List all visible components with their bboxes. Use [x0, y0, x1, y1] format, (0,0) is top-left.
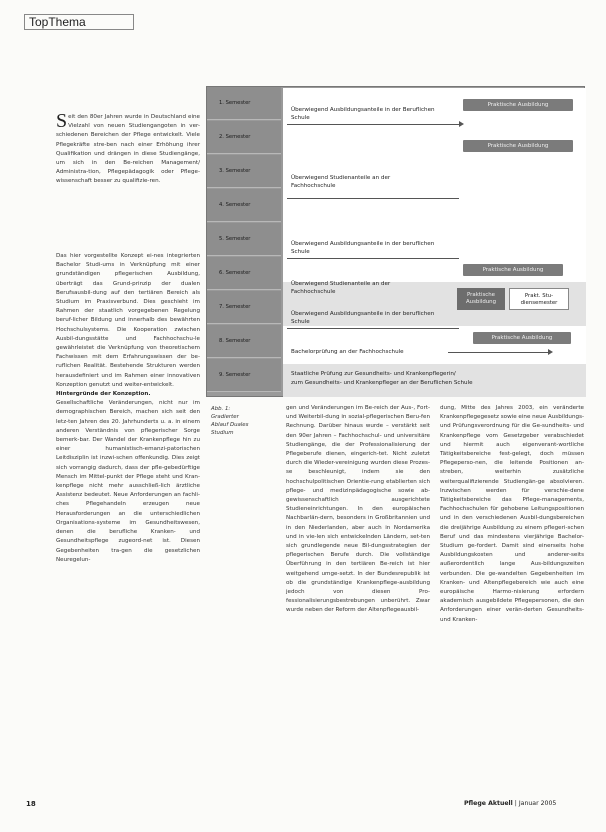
intro-text: eit den 80er Jahren wurde in Deutschland eine Vielzahl von neuen Studiengangoten in ver-schiedenen Bereichen der Pflege entwickelt. Viele Pflegekräfte stre-ben nach einer Erhöhung ihrer Qualifikation und drängen in diese Studiengänge, um sich in den Be-reichen Management/ Administra-tion, Pflegepädagogik oder Pflege-wissenschaft besser zu qualifizie-ren.: [56, 114, 200, 185]
timeline-line: [448, 352, 548, 353]
exam-text: Staatliche Prüfung zur Gesundheits- und Krankenpflegerin/: [291, 371, 456, 377]
diagram-panel: [283, 88, 586, 397]
semester-label: 9. Semester: [207, 359, 281, 392]
practical-semester-box: [509, 288, 569, 310]
practical-training-box: Praktische Ausbildung: [473, 332, 571, 344]
publication-footer: Pflege Aktuell | Januar 2005: [464, 800, 557, 807]
caption-line: Abb. 1:: [211, 406, 231, 412]
timeline-line: [287, 198, 459, 199]
split-label: Praktische: [467, 292, 495, 298]
intro-paragraph: [56, 110, 200, 187]
semester-label: 7. Semester: [207, 291, 281, 324]
arrow-icon: [548, 349, 553, 355]
row-text: Überwiegend Ausbildungsanteile in der Beruflichen Schule: [291, 107, 435, 121]
split-label: diensemester: [520, 300, 558, 306]
row-text: Überwiegend Ausbildungsanteile in der beruflichen Schule: [291, 311, 435, 325]
practical-training-box: Praktische Ausbildung: [463, 140, 573, 152]
article-column-1: [56, 252, 200, 565]
timeline-line: [287, 328, 459, 329]
semester-label: 3. Semester: [207, 155, 281, 188]
article-column-3: [440, 404, 584, 625]
practical-training-split-box: [457, 288, 505, 310]
column-1-paragraph: Das hier vorgestellte Konzept ei-nes integrierten Bachelor Studi-ums in Verknüpfung mit einer grundständigen pflegerischen Ausbildung, überträgt das Grund-prinzip der dualen Berufsausbil-dung auf den tertiären Bereich als Studium im Praxisverbund. Dies geschieht im Rahmen der staatlich vorgegebenen Regelung beruf-licher Bildung und innerhalb des bewährten Hochschulsystems. Die Kooperation zwischen Ausbil-dungsstätte und Fachhochschu-le gewährleistet die Verknüpfung von theoretischem Fachwissen mit dem Erfahrungswissen der be-ruflichen Realität. Bestehende Strukturen werden herausdefiniert und im Rahmen einer innovativen Konzeption genutzt und weiter-entwickelt.: [56, 253, 200, 388]
caption-line: Ablauf Duales: [211, 422, 249, 428]
exam-text: zum Gesundheits- und Krankenpfleger an der Beruflichen Schule: [291, 380, 473, 386]
semester-label: 2. Semester: [207, 121, 281, 154]
subheading-konzeption: Hintergründe der Konzeption.: [56, 391, 151, 398]
split-label: Prakt. Stu-: [524, 293, 554, 299]
semester-label: 5. Semester: [207, 223, 281, 256]
practical-training-box: Praktische Ausbildung: [463, 99, 573, 111]
arrow-icon: [459, 121, 464, 127]
drop-cap: S: [56, 110, 68, 132]
row-text: Überwiegend Studienanteile an der Fachhochschule: [291, 175, 391, 189]
practical-training-box: Praktische Ausbildung: [463, 264, 563, 276]
article-column-2: [286, 404, 430, 616]
caption-line: Studium: [211, 430, 234, 436]
timeline-line: [287, 258, 459, 259]
caption-line: Gradierter: [211, 414, 239, 420]
split-label: Ausbildung: [465, 299, 496, 305]
semester-label: 4. Semester: [207, 189, 281, 222]
row-text: Bachelorprüfung an der Fachhochschule: [291, 349, 404, 355]
study-schedule-diagram: [206, 86, 585, 397]
column-2-paragraph: gen und Veränderungen im Be-reich der Aus-, Fort- und Weiterbil-dung in sozial-pflegerischen Beru-fen Rechnung. Darüber hinaus wurde – verstärkt seit den 90er Jahren – Fachhochschul- und universitäre Studiengänge, die der Professionalisierung der Pflegeberufe dienen, eingerich-tet. Nicht zuletzt durch die Wieder-vereinigung wurden diese Prozes-se beschleunigt, indem sie den hochschulpolitischen Orientie-rung etablierten sich pflege- und medizinpädagogische sowie ab-gewissenschaftlich ausgerichtete Studieneinrichtungen. In den europäischen Nachbarlän-dern, besonders in Großbritannien und in den Niederlanden, aber auch in Nordamerika und in vie-len sich entwickelnden Ländern, set-ten sich grundlegende neue Bil-dungsstrategien der pflegerischen Berufe durch. Die vollständige Überführung in den tertiären Be-reich ist hier weitgehend umge-setzt. In der Bundesrepublik ist ob die grundständige Krankenpflege-ausbildung jedoch von diesen Pro-fessionalisierungsbestrebungen unberührt. Zwar wurde neben der Reform der Altenpflegeausbil-: [286, 405, 430, 614]
issue-date: Januar 2005: [518, 800, 557, 807]
page-number: 18: [26, 800, 36, 808]
magazine-name: Pflege Aktuell: [464, 800, 513, 807]
section-label: TopThema: [24, 14, 134, 30]
semester-label: 8. Semester: [207, 325, 281, 358]
column-1-paragraph: Gesellschaftliche Veränderungen, nicht nur im demographischen Bereich, machen sich seit den letz-ten Jahren des 20. Jahrhunderts u. a. in einem anderen Verständnis von pflegerischer Sorge bemerk-bar. Der Wandel der Krankenpflege hin zu einer humanistisch-emanzi-patorischen Leitdisziplin ist inzwi-schen offenkundig. Dies zeigt sich vorrangig dadurch, dass der pfle-gebedürftige Mensch im Mittel-punkt der Pflege steht und Kran-kenpflege nicht mehr ausschließ-lich ärztliche Assistenz bedeutet. Neue Anforderungen an fachli-ches Pflegehandeln erzeugen neue Herausforderungen an die unterschiedlichen Organisations-systeme im Gesundheitswesen, denen die berufliche Kranken- und Gesundheitspflege zugeord-net ist. Diesen Gegebenheiten tra-gen die gesetzlichen Neuregelun-: [56, 400, 200, 563]
column-3-paragraph: dung, Mitte des Jahres 2003, ein veränderte Krankenpflegegesetz sowie eine neue Ausbildungs- und Prüfungsverordnung für die Ge-sundheits- und Krankenpflege vom Gesetzgeber verabschiedet und hiermit auch eigenverant-wortliche Tätigkeitsbereiche fest-gelegt, doch müssen Pflegeperso-nen, die leitende Positionen an-streben, weiterhin zusätzliche weiterqualifizierende Studiengän-ge absolvieren. Inzwischen werden für verschie-dene Tätigkeitsbereiche das Pflege-managements, Fachhochschulen für gehobene Leitungspositionen und in den verschiedenen Ausbil-dungsbereichen die dreijährige Ausbildung zu einem pflegeri-schen Beruf und das mindestens vierjährige Bachelor-Studium ge-fordert. Damit sind einerseits hohe Ausbildungskosten und anderer-seits außerordentlich lange Aus-bildungszeiten verbunden. Die ge-wandelten Gegebenheiten im Kranken- und Altenpflegebereich wie auch eine europäische Harmo-nisierung erfordern akademisch ausgebildete Pflegepersonen, die den Anforderungen einer verän-derten Gesundheits- und Kranken-: [440, 405, 584, 623]
row-text: Überwiegend Studienanteile an der Fachhochschule: [291, 281, 391, 295]
semester-label: 6. Semester: [207, 257, 281, 290]
row-text: Überwiegend Ausbildungsanteile in der beruflichen Schule: [291, 241, 435, 255]
semester-label: 1. Semester: [207, 87, 281, 120]
timeline-line: [287, 124, 459, 125]
figure-caption: [211, 405, 263, 437]
